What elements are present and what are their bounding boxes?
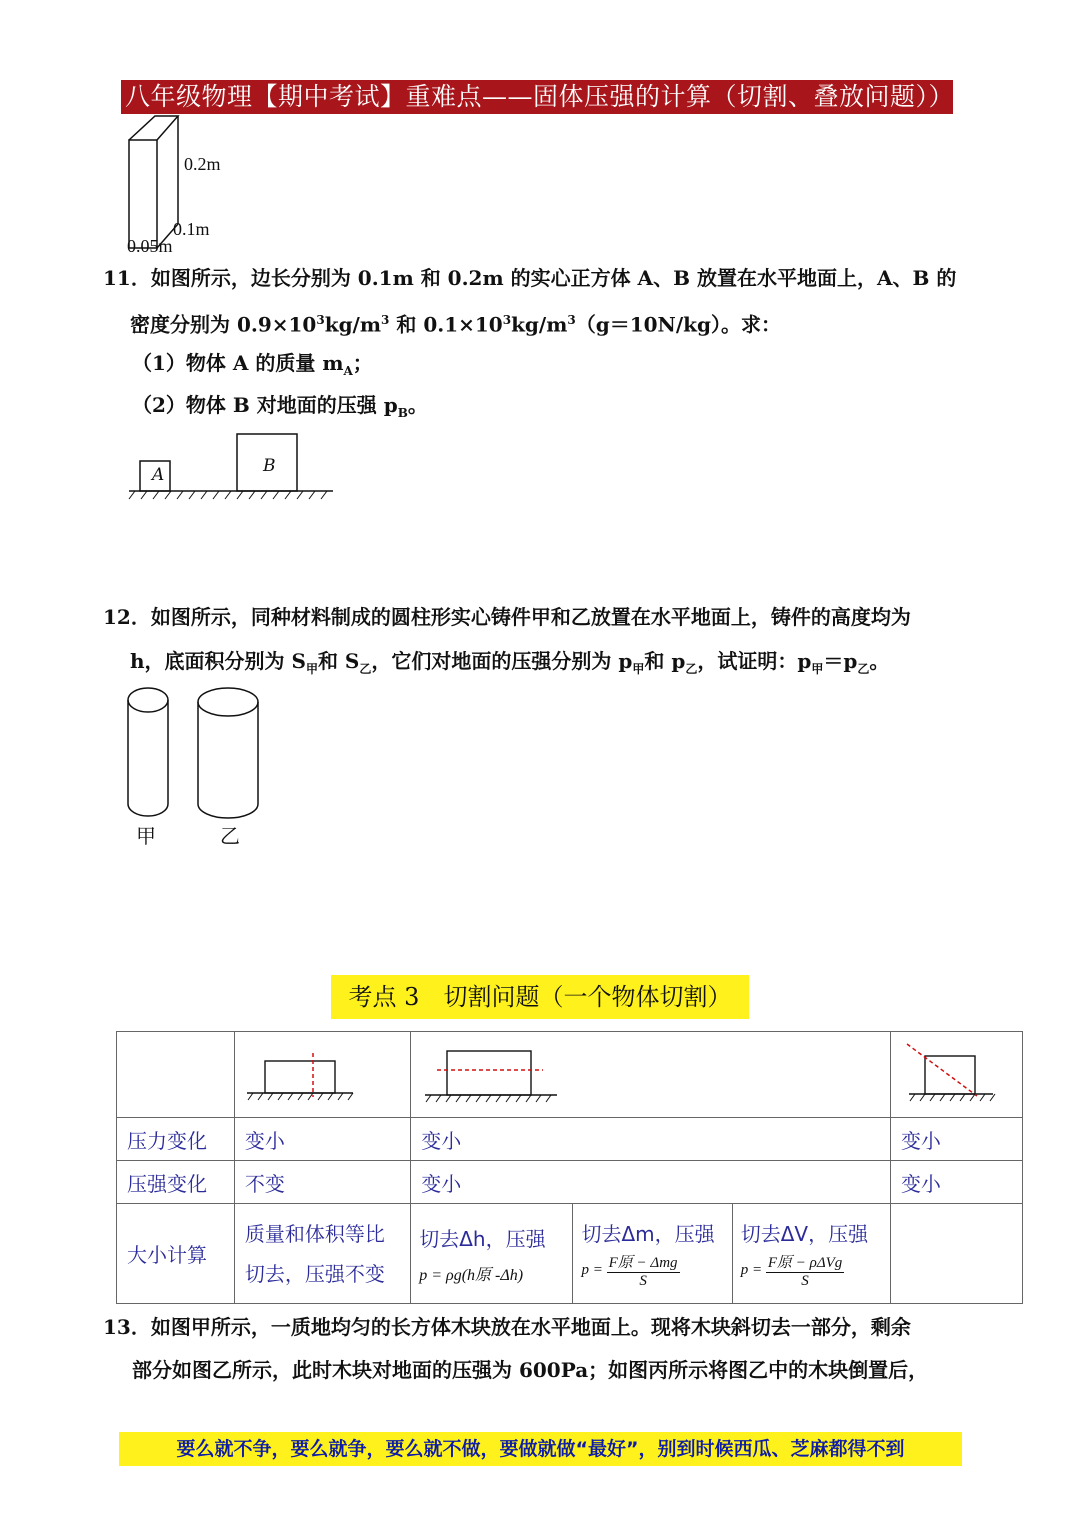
q13-line2: 部分如图乙所示，此时木块对地面的压强为 600Pa；如图丙所示将图乙中的木块倒置后， xyxy=(132,1358,929,1382)
row-label-force: 压力变化 xyxy=(117,1118,235,1161)
cylinder-yi-body xyxy=(198,702,258,818)
cylinders-figure xyxy=(122,684,272,824)
block-top-face xyxy=(129,116,178,140)
figure-vertical-cut xyxy=(234,1032,410,1118)
q12-text: ，试证明：p xyxy=(697,649,812,673)
height-label: 0.2m xyxy=(184,154,221,174)
cylinder-yi-label: 乙 xyxy=(220,824,240,848)
calc-dv-head: 切去ΔV，压强 xyxy=(740,1221,869,1246)
q12-subscript: 乙 xyxy=(685,662,698,676)
q12-text: ，它们对地面的压强分别为 p xyxy=(371,649,633,673)
calc-dh-head: 切去Δh，压强 xyxy=(419,1226,546,1251)
q13-line1: 13．如图甲所示，一质地均匀的长方体木块放在水平地面上。现将木块斜切去一部分，剩余 xyxy=(103,1315,911,1339)
vertical-cut-icon xyxy=(245,1037,357,1107)
calc-dv-cell xyxy=(732,1204,890,1304)
figure-diagonal-cut xyxy=(890,1032,1022,1118)
calc-ratio-line1: 质量和体积等比 xyxy=(244,1221,385,1246)
horizontal-cut-icon xyxy=(421,1037,561,1107)
calc-empty-cell xyxy=(890,1204,1022,1304)
q12-text: 和 S xyxy=(317,649,360,673)
q12-subscript: 甲 xyxy=(305,662,318,676)
q11-sub2-subscript: B xyxy=(397,406,408,420)
q11-sub2 xyxy=(132,390,428,428)
table-corner-cell xyxy=(117,1032,235,1118)
q11-gravity: （g＝10N/kg）。求： xyxy=(575,312,781,337)
q11-line1: 11．如图所示，边长分别为 0.1m 和 0.2m 的实心正方体 A、B 放置在水平地面上，A、B 的 xyxy=(103,266,957,290)
calc-dh-formula: p = ρg(h原 -Δh) xyxy=(419,1266,524,1284)
calc-dm-formula xyxy=(581,1251,723,1290)
depth-label: 0.1m xyxy=(173,219,210,239)
q11-sub1 xyxy=(132,348,373,386)
row-label-calc: 大小计算 xyxy=(117,1204,235,1304)
section-title: 考点 3 切割问题（一个物体切割） xyxy=(331,975,749,1019)
force-change-1: 变小 xyxy=(234,1118,410,1161)
calc-dh-cell xyxy=(411,1204,573,1304)
cylinder-jia-top xyxy=(128,688,168,712)
q12-text: h，底面积分别为 S xyxy=(130,649,306,673)
q11-exp: 3 xyxy=(502,313,512,327)
calc-dv-formula xyxy=(741,1251,882,1290)
footer-motto: 要么就不争，要么就争，要么就不做，要做就做“最好”，别到时候西瓜、芝麻都得不到 xyxy=(119,1432,962,1466)
cylinder-jia-label: 甲 xyxy=(136,824,156,848)
q11-exp: 3 xyxy=(316,313,325,327)
q11-sub1-text: （1）物体 A 的质量 m xyxy=(132,351,344,375)
ground-hatch xyxy=(129,491,327,499)
cylinder-yi-top xyxy=(198,688,258,716)
header-banner: 八年级物理【期中考试】重难点——固体压强的计算（切割、叠放问题）） xyxy=(121,80,953,114)
q11-density-a: 密度分别为 0.9×10 xyxy=(130,312,317,337)
pressure-change-3: 变小 xyxy=(890,1161,1022,1204)
cylinder-jia-body xyxy=(128,700,168,816)
q11-sub1-end: ； xyxy=(352,351,373,375)
calc-dm-denominator: S xyxy=(639,1272,647,1289)
calc-dm-p: p = xyxy=(581,1261,603,1278)
block-a-label: A xyxy=(152,465,165,485)
q11-sub1-subscript: A xyxy=(343,364,353,378)
figure-horizontal-cut xyxy=(411,1032,891,1118)
q12-line2 xyxy=(130,646,889,684)
calc-ratio-cell xyxy=(234,1204,410,1304)
q12-text: ＝p xyxy=(823,649,858,673)
calc-dv-numerator: F原 − ρΔVg xyxy=(766,1251,844,1273)
q12-subscript: 乙 xyxy=(359,662,372,676)
q12-text: 和 p xyxy=(644,649,686,673)
calc-dv-denominator: S xyxy=(801,1272,809,1289)
q12-subscript: 甲 xyxy=(811,662,824,676)
q11-line2 xyxy=(130,305,781,340)
calc-dm-numerator: F原 − Δmg xyxy=(607,1251,680,1273)
q11-density-b: 和 0.1×10 xyxy=(389,312,503,337)
q11-exp: 3 xyxy=(381,313,390,327)
q11-exp: 3 xyxy=(567,313,576,327)
diagonal-cut-icon xyxy=(901,1034,1001,1110)
calc-dm-cell xyxy=(573,1204,732,1304)
row-label-pressure: 压强变化 xyxy=(117,1161,235,1204)
pressure-change-1: 不变 xyxy=(234,1161,410,1204)
calc-ratio-line2: 切去，压强不变 xyxy=(244,1261,385,1286)
cutting-table xyxy=(116,1031,1023,1304)
q12-subscript: 甲 xyxy=(632,662,645,676)
calc-dm-fraction xyxy=(607,1251,680,1290)
calc-dv-p: p = xyxy=(740,1261,763,1278)
q11-sub2-text: （2）物体 B 对地面的压强 p xyxy=(132,393,398,417)
table-row-pressure xyxy=(117,1161,1023,1204)
q12-text: 。 xyxy=(869,649,890,673)
table-row-calc xyxy=(117,1204,1023,1304)
block-front-face xyxy=(129,140,157,248)
calc-dm-head: 切去Δm，压强 xyxy=(581,1221,715,1246)
q12-line1: 12．如图所示，同种材料制成的圆柱形实心铸件甲和乙放置在水平地面上，铸件的高度均为 xyxy=(103,605,911,629)
table-row-force xyxy=(117,1118,1023,1161)
force-change-3: 变小 xyxy=(890,1118,1022,1161)
table-row-figures xyxy=(117,1032,1023,1118)
q11-unit: kg/m xyxy=(324,312,382,337)
pressure-change-2: 变小 xyxy=(411,1161,891,1204)
calc-dv-fraction xyxy=(766,1251,844,1290)
q12-subscript: 乙 xyxy=(857,662,870,676)
block-b-label: B xyxy=(263,456,276,476)
q11-sub2-end: 。 xyxy=(407,393,428,417)
q11-unit: kg/m xyxy=(511,312,568,337)
width-label: 0.05m xyxy=(127,236,173,256)
force-change-2: 变小 xyxy=(411,1118,891,1161)
